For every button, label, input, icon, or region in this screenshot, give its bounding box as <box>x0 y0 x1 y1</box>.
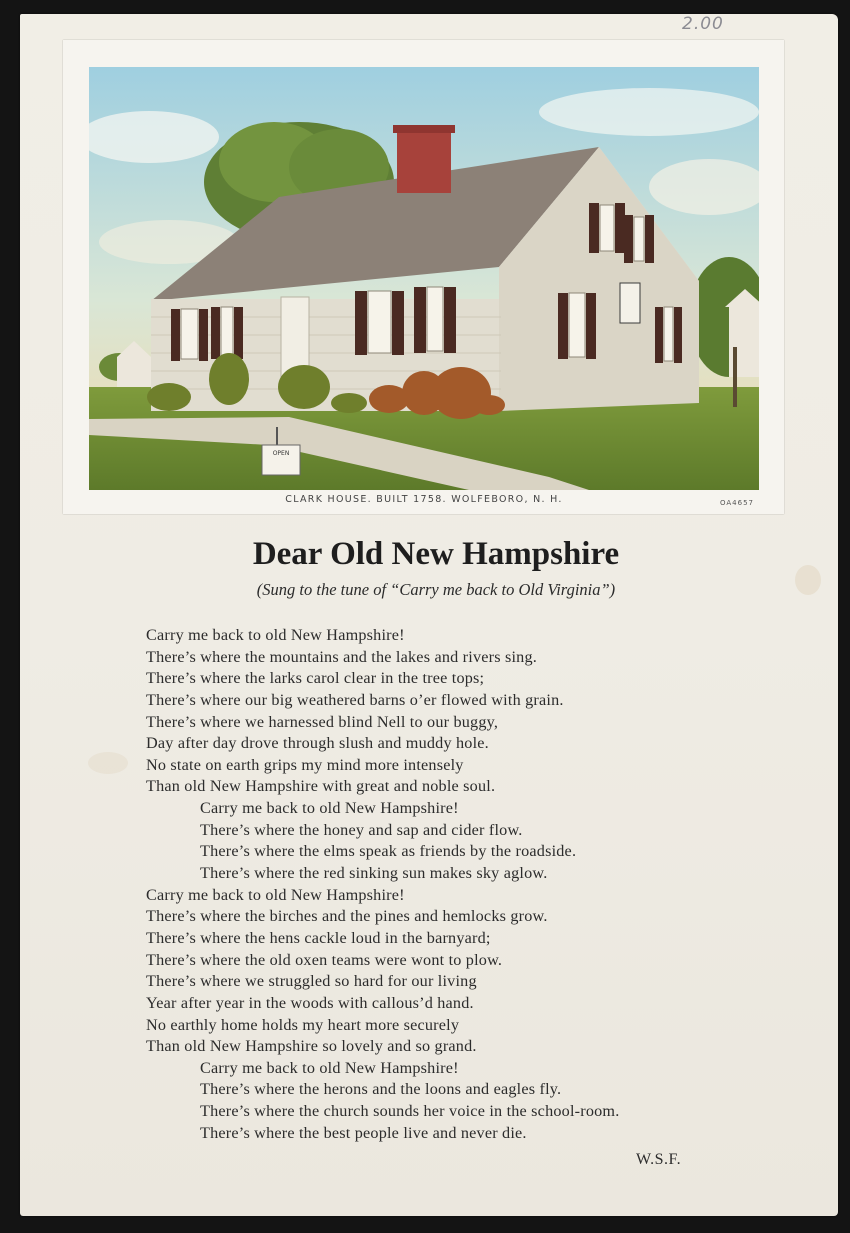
postcard-code: OA4657 <box>720 499 754 507</box>
poem-line: Carry me back to old New Hampshire! <box>200 1058 459 1077</box>
poem-line: There’s where we struggled so hard for our living <box>146 972 477 991</box>
postcard-caption: CLARK HOUSE. BUILT 1758. WOLFEBORO, N. H. <box>285 494 563 505</box>
poem-line: Carry me back to old New Hampshire! <box>146 626 405 644</box>
poem-line: There’s where the old oxen teams were wont to plow. <box>146 950 503 969</box>
poem-body <box>146 625 619 1144</box>
poem-line: There’s where the hens cackle loud in the barnyard; <box>146 928 491 947</box>
poem-line: Day after day drove through slush and muddy hole. <box>146 734 489 753</box>
sign-open-text: OPEN <box>272 450 290 457</box>
poem-line: There’s where the larks carol clear in the tree tops; <box>146 669 485 688</box>
poem-line: There’s where the red sinking sun makes sky aglow. <box>200 864 548 883</box>
poem-line: There’s where the birches and the pines and hemlocks grow. <box>146 907 548 926</box>
song-subtitle: (Sung to the tune of “Carry me back to Old Virginia”) <box>256 580 616 599</box>
pencil-price-note: 2.00 <box>682 14 724 34</box>
postcard-photo <box>89 67 759 490</box>
poem-line: There’s where the herons and the loons and eagles fly. <box>200 1080 562 1099</box>
paper-stain <box>88 752 128 774</box>
poem-line: There’s where the mountains and the lakes and rivers sing. <box>146 647 537 666</box>
poem-line: There’s where the honey and sap and cider flow. <box>200 820 523 839</box>
poem-line: There’s where the church sounds her voice in the school-room. <box>200 1102 620 1121</box>
poem-line: No state on earth grips my mind more intensely <box>146 755 464 774</box>
poem-line: There’s where our big weathered barns o’er flowed with grain. <box>146 690 564 709</box>
author-signature: W.S.F. <box>636 1151 682 1168</box>
poem-line: No earthly home holds my heart more securely <box>146 1015 460 1034</box>
poem-line: Carry me back to old New Hampshire! <box>146 885 405 904</box>
poem-line: Than old New Hampshire so lovely and so grand. <box>146 1037 477 1056</box>
poem-line: There’s where we harnessed blind Nell to our buggy, <box>146 712 499 731</box>
poem-line: There’s where the elms speak as friends by the roadside. <box>200 842 577 861</box>
poem-line: Than old New Hampshire with great and noble soul. <box>146 777 496 796</box>
poem-line: Carry me back to old New Hampshire! <box>200 799 459 818</box>
poem-line: There’s where the best people live and never die. <box>200 1123 527 1142</box>
poem-line: Year after year in the woods with callous’d hand. <box>146 993 474 1012</box>
clark-house-illustration <box>89 67 759 490</box>
song-title: Dear Old New Hampshire <box>252 536 620 572</box>
